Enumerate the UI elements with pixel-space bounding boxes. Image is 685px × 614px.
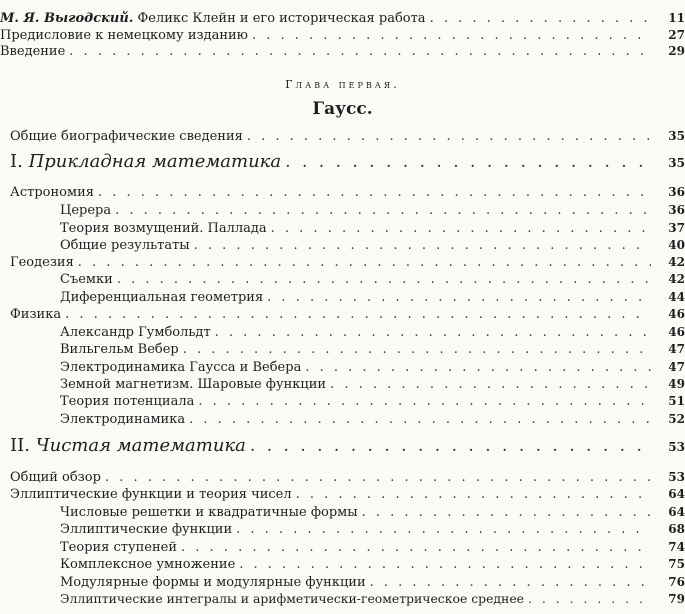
entry-text: Феликс Клейн и его историческая работа bbox=[133, 11, 426, 26]
dot-leader bbox=[78, 255, 651, 271]
page-number: 46 bbox=[668, 325, 685, 339]
page-number: 46 bbox=[668, 307, 685, 321]
page-number: 11 bbox=[668, 11, 685, 25]
toc-entry bbox=[0, 556, 685, 573]
dot-leader bbox=[189, 412, 651, 428]
dot-leader bbox=[115, 203, 651, 219]
page-number: 74 bbox=[668, 540, 685, 554]
entry-text: Диференциальная геометрия bbox=[60, 290, 264, 305]
dot-leader bbox=[370, 575, 651, 591]
entry-text: Церера bbox=[60, 203, 112, 218]
entry-text: Предисловие к немецкому изданию bbox=[0, 28, 248, 43]
page-number: 36 bbox=[668, 185, 685, 199]
dot-leader bbox=[267, 290, 651, 306]
toc-entry bbox=[0, 574, 685, 591]
toc-entry bbox=[0, 486, 685, 503]
toc-entry bbox=[0, 254, 685, 271]
dot-leader bbox=[194, 238, 651, 254]
dot-leader bbox=[69, 44, 651, 60]
dot-leader bbox=[117, 272, 651, 288]
dot-leader bbox=[236, 522, 651, 538]
toc-entry bbox=[0, 237, 685, 254]
dot-leader bbox=[271, 221, 651, 237]
entry-text: Эллиптические функции bbox=[60, 522, 233, 537]
page-number: 36 bbox=[668, 203, 685, 217]
dot-leader bbox=[65, 307, 651, 323]
toc-entry bbox=[0, 539, 685, 556]
entry-text: Теория возмущений. Паллада bbox=[60, 221, 267, 236]
chapter-label: Глава первая. bbox=[285, 78, 400, 91]
entry-text: Числовые решетки и квадратичные формы bbox=[60, 505, 358, 520]
toc-entry bbox=[0, 591, 685, 607]
toc-entry bbox=[0, 324, 685, 341]
page-number: 76 bbox=[668, 575, 685, 589]
toc-entry bbox=[0, 504, 685, 521]
part-heading-2 bbox=[0, 435, 685, 456]
dot-leader bbox=[305, 360, 651, 376]
page-number: 27 bbox=[668, 28, 685, 42]
toc-entry bbox=[0, 359, 685, 376]
dot-leader bbox=[98, 185, 651, 201]
part-title: Прикладная математика bbox=[28, 151, 282, 172]
dot-leader bbox=[362, 505, 651, 521]
page-number: 44 bbox=[668, 290, 685, 304]
toc-entry bbox=[0, 220, 685, 237]
dot-leader bbox=[252, 28, 651, 44]
entry-text: Астрономия bbox=[10, 185, 94, 200]
dot-leader bbox=[183, 342, 651, 358]
chapter-title: Гаусс. bbox=[312, 99, 373, 119]
entry-text: Эллиптические интегралы и арифметически-геометрическое среднее bbox=[60, 591, 524, 606]
entry-text: Общие биографические сведения bbox=[10, 129, 243, 144]
part-title: Чистая математика bbox=[35, 435, 246, 456]
toc-entry bbox=[0, 306, 685, 323]
toc-entry bbox=[0, 411, 685, 428]
toc-entry bbox=[0, 341, 685, 358]
entry-author: М. Я. Выгодский. bbox=[0, 11, 134, 26]
toc-entry-front-1 bbox=[0, 10, 685, 27]
page-number: 75 bbox=[668, 557, 685, 571]
toc-entry bbox=[0, 128, 685, 145]
entry-text: Александр Гумбольдт bbox=[60, 325, 211, 340]
page-number: 35 bbox=[668, 156, 685, 170]
page-number: 35 bbox=[668, 129, 685, 143]
entry-text: Электродинамика Гаусса и Вебера bbox=[60, 360, 302, 375]
part-heading-1 bbox=[0, 151, 685, 172]
toc-entry bbox=[0, 521, 685, 538]
page-number: 79 bbox=[668, 592, 685, 606]
entry-text: Теория потенциала bbox=[60, 394, 195, 409]
toc-entry bbox=[0, 271, 685, 288]
entry-text: Вильгельм Вебер bbox=[60, 342, 179, 357]
dot-leader bbox=[296, 487, 651, 503]
page-number: 42 bbox=[668, 272, 685, 286]
toc-entry bbox=[0, 376, 685, 393]
dot-leader bbox=[247, 129, 651, 145]
page-number: 47 bbox=[668, 342, 685, 356]
dot-leader bbox=[105, 470, 651, 486]
part-numeral: I. bbox=[10, 151, 23, 172]
toc-entry bbox=[0, 469, 685, 486]
entry-text: Эллиптические функции и теория чисел bbox=[10, 487, 292, 502]
entry-text: Электродинамика bbox=[60, 412, 186, 427]
page-number: 52 bbox=[668, 412, 685, 426]
dot-leader bbox=[181, 540, 651, 556]
page-number: 64 bbox=[668, 487, 685, 501]
entry-text: Съемки bbox=[60, 272, 113, 287]
toc-entry bbox=[0, 393, 685, 410]
entry-text: Общий обзор bbox=[10, 470, 101, 485]
page-number: 47 bbox=[668, 360, 685, 374]
page-number: 51 bbox=[668, 394, 685, 408]
toc-entry-front-2 bbox=[0, 27, 685, 44]
dot-leader bbox=[330, 377, 651, 393]
dot-leader bbox=[215, 325, 651, 341]
dot-leader bbox=[430, 11, 651, 27]
page-number: 68 bbox=[668, 522, 685, 536]
page-number: 37 bbox=[668, 221, 685, 235]
dot-leader bbox=[285, 154, 651, 170]
toc-entry bbox=[0, 184, 685, 201]
dot-leader bbox=[528, 591, 651, 607]
entry-text: Модулярные формы и модулярные функции bbox=[60, 575, 366, 590]
page-number: 53 bbox=[668, 470, 685, 484]
dot-leader bbox=[198, 394, 651, 410]
part-numeral: II. bbox=[10, 435, 30, 456]
entry-text: Общие результаты bbox=[60, 238, 190, 253]
page-number: 53 bbox=[668, 440, 685, 454]
toc-entry-front-3 bbox=[0, 43, 685, 60]
page-number: 64 bbox=[668, 505, 685, 519]
page-number: 49 bbox=[668, 377, 685, 391]
page-number: 42 bbox=[668, 255, 685, 269]
page-number: 29 bbox=[668, 44, 685, 58]
dot-leader bbox=[239, 557, 651, 573]
entry-text: Земной магнетизм. Шаровые функции bbox=[60, 377, 327, 392]
toc-entry bbox=[0, 289, 685, 306]
page-number: 40 bbox=[668, 238, 685, 252]
toc-entry bbox=[0, 202, 685, 219]
entry-text: Теория ступеней bbox=[60, 540, 178, 555]
entry-text: Геодезия bbox=[10, 255, 74, 270]
entry-text: Физика bbox=[10, 307, 62, 322]
entry-text: Комплексное умножение bbox=[60, 557, 236, 572]
entry-text: Введение bbox=[0, 44, 66, 59]
dot-leader bbox=[250, 438, 651, 454]
